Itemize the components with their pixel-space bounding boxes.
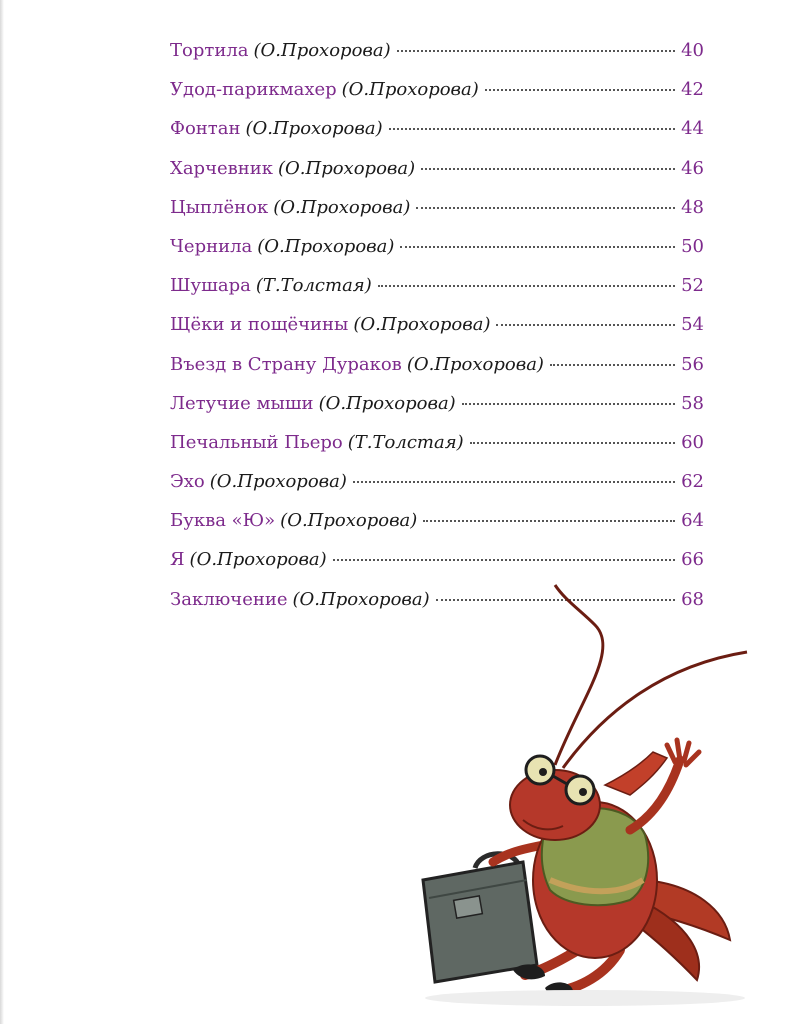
cockroach-illustration [405,580,755,1010]
suitcase-icon [423,854,537,982]
toc-dot-leader [333,559,675,561]
toc-entry[interactable] [170,354,704,393]
toc-entry-author: (О.Прохорова) [341,79,479,101]
toc-dot-leader [462,403,675,405]
toc-entry-page: 54 [681,314,704,336]
toc-entry-page: 68 [681,588,704,610]
toc-entry-title: Щёки и пощёчины [170,314,349,336]
toc-entry-page: 58 [681,392,704,414]
toc-entry-author: (О.Прохорова) [278,157,416,179]
toc-entry-author: (Т.Толстая) [255,275,372,297]
toc-entry[interactable] [170,40,704,79]
toc-entry-author: (О.Прохорова) [253,40,391,61]
toc-dot-leader [470,442,675,444]
floor-shadow [425,990,745,1006]
cockroach-antenna-left [555,585,603,765]
toc-entry-page: 42 [681,79,704,101]
table-of-contents [170,40,704,628]
toc-entry-author: (О.Прохорова) [406,353,544,375]
toc-entry-title: Въезд в Страну Дураков [170,353,402,375]
toc-entry-author: (О.Прохорова) [273,196,411,218]
toc-dot-leader [485,89,675,91]
toc-entry-title: Удод-парикмахер [170,79,337,101]
toc-entry[interactable] [170,275,704,314]
toc-entry-author: (О.Прохорова) [318,392,456,414]
toc-dot-leader [397,50,675,52]
toc-entry-page: 56 [681,353,704,375]
toc-entry-author: (О.Прохорова) [353,314,491,336]
toc-dot-leader [389,128,675,130]
toc-dot-leader [423,520,675,522]
toc-entry-page: 62 [681,471,704,493]
toc-entry-author: (О.Прохорова) [245,118,383,140]
toc-entry-page: 46 [681,157,704,179]
toc-entry-author: (О.Прохорова) [257,235,395,257]
toc-entry-page: 66 [681,549,704,571]
cockroach-scarf [605,752,667,795]
toc-entry-title: Фонтан [170,118,241,140]
toc-entry-page: 50 [681,235,704,257]
toc-dot-leader [400,246,675,248]
toc-entry-page: 64 [681,510,704,532]
toc-entry[interactable] [170,236,704,275]
toc-entry[interactable] [170,471,704,510]
toc-entry[interactable] [170,393,704,432]
toc-entry[interactable] [170,432,704,471]
toc-entry-title: Летучие мыши [170,392,314,414]
toc-entry[interactable] [170,510,704,549]
toc-entry-author: (О.Прохорова) [209,471,347,493]
toc-entry-author: (О.Прохорова) [280,510,418,532]
toc-entry-author: (О.Прохорова) [292,588,430,610]
toc-entry-page: 52 [681,275,704,297]
toc-entry-title: Заключение [170,588,288,610]
toc-entry[interactable] [170,197,704,236]
toc-entry-page: 60 [681,431,704,453]
toc-entry[interactable] [170,118,704,157]
toc-entry-title: Шушара [170,275,251,297]
toc-entry[interactable] [170,79,704,118]
toc-dot-leader [496,324,675,326]
toc-entry-title: Печальный Пьеро [170,431,343,453]
toc-entry-title: Харчевник [170,157,273,179]
toc-entry-title: Цыплёнок [170,196,269,218]
toc-entry-title: Эхо [170,471,205,493]
toc-entry[interactable] [170,314,704,353]
toc-dot-leader [416,207,675,209]
toc-entry-author: (О.Прохорова) [189,549,327,571]
toc-entry-title: Тортила [170,40,249,61]
cockroach-antenna-right [563,652,747,768]
toc-entry-title: Буква «Ю» [170,510,276,532]
toc-entry-page: 48 [681,196,704,218]
cockroach-hand [667,740,699,765]
toc-entry[interactable] [170,158,704,197]
toc-entry-page: 40 [681,40,704,61]
toc-dot-leader [353,481,675,483]
toc-dot-leader [421,168,675,170]
toc-entry-title: Я [170,549,185,571]
toc-entry-title: Чернила [170,235,253,257]
toc-entry-author: (Т.Толстая) [347,431,464,453]
toc-dot-leader [550,364,675,366]
toc-entry-page: 44 [681,118,704,140]
page-edge-shadow [0,0,4,1024]
toc-dot-leader [378,285,675,287]
